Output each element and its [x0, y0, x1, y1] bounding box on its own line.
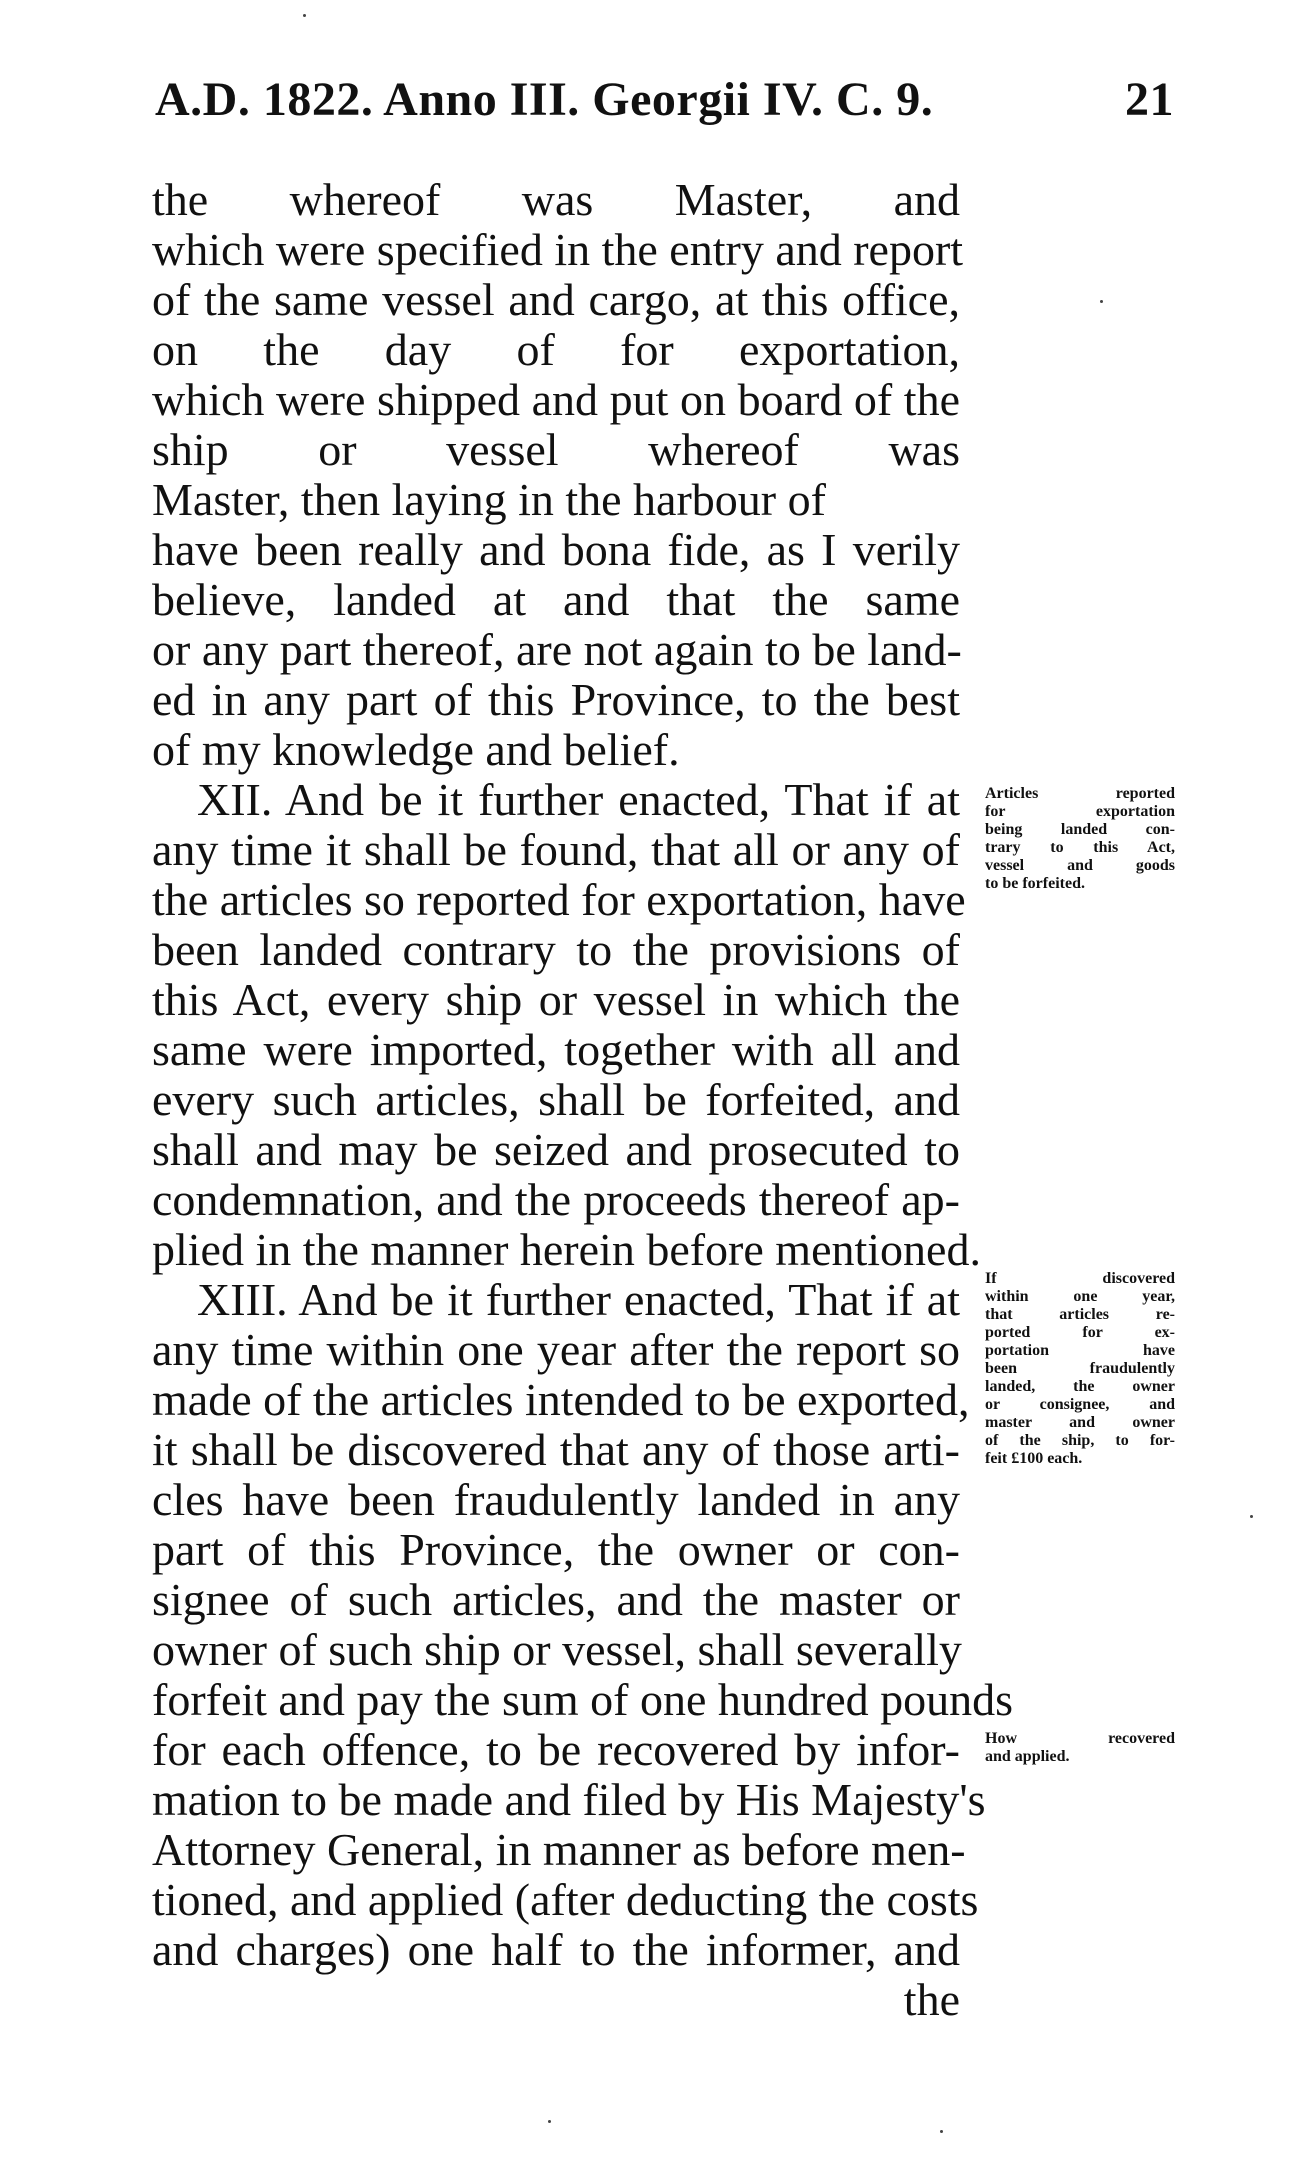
- text-line: mation to be made and filed by His Majesty's: [152, 1774, 986, 1825]
- text-line: any time it shall be found, that all or any of: [152, 824, 960, 875]
- margin-note-line: trary to this Act,: [985, 839, 1175, 856]
- text-line: Attorney General, in manner as before men-: [152, 1824, 966, 1875]
- margin-note-line: feit £100 each.: [985, 1450, 1083, 1467]
- scan-speck: [548, 2120, 551, 2123]
- margin-note-line: master and owner: [985, 1414, 1175, 1431]
- text-line: ed in any part of this Province, to the best: [152, 674, 960, 725]
- running-title: A.D. 1822. Anno III. Georgii IV. C. 9.: [155, 73, 934, 126]
- text-line: signee of such articles, and the master or: [152, 1574, 960, 1625]
- text-line: cles have been fraudulently landed in any: [152, 1474, 960, 1525]
- margin-note-line: Articles reported: [985, 785, 1175, 802]
- running-header: [155, 72, 1180, 132]
- text-line: any time within one year after the report so: [152, 1324, 960, 1375]
- margin-note-line: for exportation: [985, 803, 1175, 820]
- text-line: every such articles, shall be forfeited, and: [152, 1074, 960, 1125]
- margin-note-forfeiture: [985, 785, 1175, 893]
- statute-text: [152, 174, 1014, 2025]
- text-line: it shall be discovered that any of those arti-: [152, 1424, 960, 1475]
- catchword: the: [903, 1974, 960, 2025]
- text-line: plied in the manner herein before mentioned.: [152, 1224, 981, 1275]
- text-line: same were imported, together with all and: [152, 1024, 960, 1075]
- text-line: tioned, and applied (after deducting the costs: [152, 1874, 979, 1925]
- text-line: and charges) one half to the informer, and: [152, 1924, 960, 1975]
- text-line: shall and may be seized and prosecuted to: [152, 1124, 960, 1175]
- text-line: condemnation, and the proceeds thereof ap-: [152, 1174, 960, 1225]
- margin-note-line: landed, the owner: [985, 1378, 1175, 1395]
- scan-speck: [1250, 1515, 1253, 1518]
- text-line: the whereof was Master, and: [152, 174, 960, 225]
- scan-speck: [940, 2130, 943, 2133]
- text-line: have been really and bona fide, as I verily: [152, 524, 960, 575]
- text-line: on the day of for exportation,: [152, 324, 960, 375]
- margin-note-line: of the ship, to for-: [985, 1432, 1175, 1449]
- text-line: of the same vessel and cargo, at this office,: [152, 274, 960, 325]
- page-number: 21: [1125, 73, 1174, 126]
- text-line: for each offence, to be recovered by infor-: [152, 1724, 960, 1775]
- text-line: forfeit and pay the sum of one hundred pounds: [152, 1674, 1014, 1725]
- margin-note-line: that articles re-: [985, 1306, 1175, 1323]
- text-line: this Act, every ship or vessel in which the: [152, 974, 960, 1025]
- margin-note-line: vessel and goods: [985, 857, 1175, 874]
- text-line: owner of such ship or vessel, shall severally: [152, 1624, 962, 1675]
- margin-note-line: and applied.: [985, 1748, 1070, 1765]
- margin-note-line: or consignee, and: [985, 1396, 1175, 1413]
- margin-note-line: How recovered: [985, 1730, 1175, 1747]
- margin-note-line: to be forfeited.: [985, 875, 1085, 892]
- section-xii-start: XII. And be it further enacted, That if at: [197, 774, 960, 825]
- margin-note-line: If discovered: [985, 1270, 1175, 1287]
- margin-note-penalty: [985, 1270, 1175, 1468]
- section-xiii-start: XIII. And be it further enacted, That if at: [197, 1274, 960, 1325]
- text-line: part of this Province, the owner or con-: [152, 1524, 960, 1575]
- text-line: been landed contrary to the provisions of: [152, 924, 960, 975]
- text-line: believe, landed at and that the same: [152, 574, 960, 625]
- scan-speck: [1100, 300, 1103, 303]
- text-line: which were shipped and put on board of the: [152, 374, 960, 425]
- margin-note-line: ported for ex-: [985, 1324, 1175, 1341]
- margin-note-line: within one year,: [985, 1288, 1175, 1305]
- text-line: Master, then laying in the harbour of: [152, 474, 826, 525]
- text-line: made of the articles intended to be exported,: [152, 1374, 970, 1425]
- text-line: or any part thereof, are not again to be land-: [152, 624, 962, 675]
- margin-note-line: being landed con-: [985, 821, 1175, 838]
- margin-note-line: portation have: [985, 1342, 1175, 1359]
- scan-speck: [303, 14, 306, 17]
- text-line: the articles so reported for exportation, have: [152, 874, 966, 925]
- text-line: of my knowledge and belief.: [152, 724, 680, 775]
- text-line: which were specified in the entry and report: [152, 224, 964, 275]
- margin-note-line: been fraudulently: [985, 1360, 1175, 1377]
- margin-note-recovery: [985, 1730, 1175, 1766]
- text-line: ship or vessel whereof was: [152, 424, 960, 475]
